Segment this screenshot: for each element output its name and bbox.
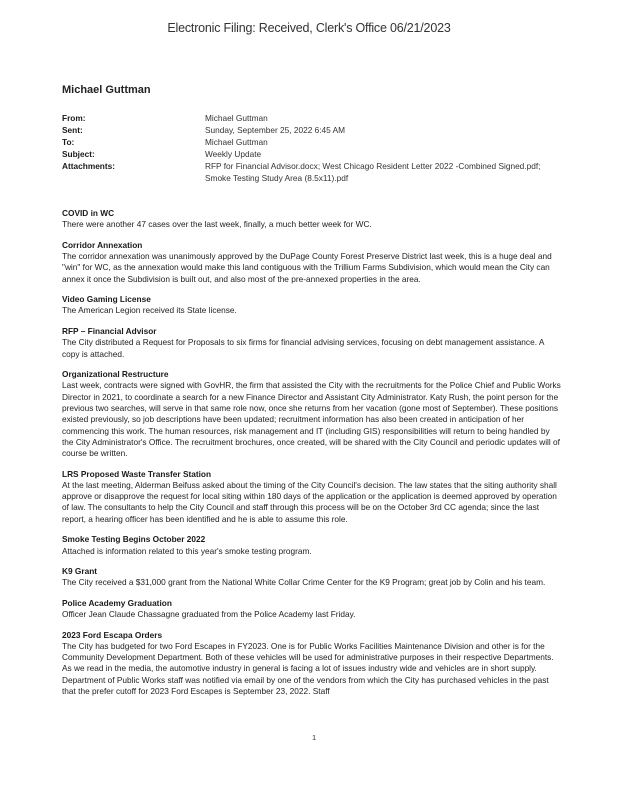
email-header [62, 112, 562, 184]
section-heading: LRS Proposed Waste Transfer Station [62, 468, 212, 479]
filing-stamp: Electronic Filing: Received, Clerk's Office 06/21/2023 [167, 21, 451, 35]
section-body: The American Legion received its State license. [62, 305, 237, 316]
page-number: 1 [312, 733, 317, 742]
section-body: The corridor annexation was unanimously approved by the DuPage County Forest Preserve District last week, this is a huge deal and "win" for WC, as the annexation would make this land contiguous with the Trillium Farms Subdivision, which would mean the City can annex it once the Subdivision is built out, and also most of the pre-annexed properties in the area. [62, 251, 552, 284]
section-organizational-restructure [62, 369, 562, 459]
header-value: Michael Guttman [205, 137, 268, 147]
section-body: Officer Jean Claude Chassagne graduated from the Police Academy last Friday. [62, 609, 356, 620]
section-heading: Organizational Restructure [62, 369, 169, 380]
section-body: Last week, contracts were signed with GovHR, the firm that assisted the City with the recruitments for the Police Chief and Public Works Director in 2021, to coordinate a search for a new Finance Director and Assistant City Administrator. Katy Rush, the point person for the previous two searches, will serve in that same role now, once she returns from her vacation (gone most of September). These positions existed previously, so job descriptions have been updated; recruitment information has also been created in anticipation of her commencing this work. The human resources, risk management and IT (including GIS) responsibilities will return to being handled by the City Administrator's Office. The recruitment brochures, once created, will be shared with the City Council and periodic updates will of course be written. [62, 380, 561, 459]
section-covid [62, 208, 562, 231]
header-label: To: [62, 137, 75, 147]
author-name: Michael Guttman [62, 84, 151, 96]
section-heading: Video Gaming License [62, 294, 151, 305]
section-waste-transfer [62, 469, 562, 525]
section-body: The City has budgeted for two Ford Escapes in FY2023. One is for Public Works Facilities Maintenance Division and other is for the Community Development Department. Both of these vehicles will be used for administrative purposes in their respective Departments. As we read in the media, the automotive industry in general is facing a lot of issues industry wide and vehicles are in short supply. Department of Public Works staff was notified via email by one of the vendors from which the City has purchased vehicles in the past that the prefer cutoff for 2023 Ford Escapes is September 23, 2022. Staff [62, 640, 554, 697]
section-corridor-annexation [62, 240, 562, 285]
section-heading: COVID in WC [62, 208, 115, 218]
section-heading: Corridor Annexation [62, 239, 143, 250]
header-label: Attachments: [62, 161, 116, 171]
header-label: From: [62, 113, 86, 123]
section-body: The City distributed a Request for Proposals to six firms for financial advising services, focusing on debt management assistance. A copy is attached. [62, 337, 544, 359]
section-rfp [62, 326, 562, 360]
section-body: There were another 47 cases over the last week, finally, a much better week for WC. [62, 219, 372, 230]
section-heading: K9 Grant [62, 566, 98, 577]
section-body: The City received a $31,000 grant from the National White Collar Crime Center for the K9 Program; great job by Colin and his team. [62, 577, 546, 588]
email-header-row [62, 112, 562, 124]
section-heading: RFP – Financial Advisor [62, 325, 157, 336]
section-video-gaming [62, 294, 562, 317]
memo-body [62, 208, 562, 707]
section-police-academy [62, 598, 562, 621]
section-body: At the last meeting, Alderman Beifuss asked about the timing of the City Council's decision. The law states that the siting authority shall approve or disapprove the request for local siting within 180 days of the application or the application is deemed approved by operation of law. The consultants to help the City Council and staff through this process will be on the October 3rd CC agenda; since the last report, a hearing officer has been identified and he is able to assume this role. [62, 479, 557, 524]
email-header-row [62, 160, 562, 184]
header-label: Subject: [62, 149, 95, 159]
section-smoke-testing [62, 534, 562, 557]
header-value: RFP for Financial Advisor.docx; West Chicago Resident Letter 2022 -Combined Signed.pdf; Smoke Testing Study Area (8.5x11).pdf [205, 161, 541, 183]
header-label: Sent: [62, 125, 83, 135]
section-heading: Smoke Testing Begins October 2022 [62, 534, 206, 545]
header-value: Michael Guttman [205, 113, 268, 123]
section-heading: Police Academy Graduation [62, 597, 172, 608]
section-ford-escape [62, 630, 562, 698]
email-header-row [62, 136, 562, 148]
email-header-row [62, 148, 562, 160]
section-heading: 2023 Ford Escapa Orders [62, 629, 163, 640]
header-value: Weekly Update [205, 149, 262, 159]
header-value: Sunday, September 25, 2022 6:45 AM [205, 125, 346, 135]
section-k9-grant [62, 566, 562, 589]
email-header-row [62, 124, 562, 136]
section-body: Attached is information related to this year's smoke testing program. [62, 545, 312, 556]
